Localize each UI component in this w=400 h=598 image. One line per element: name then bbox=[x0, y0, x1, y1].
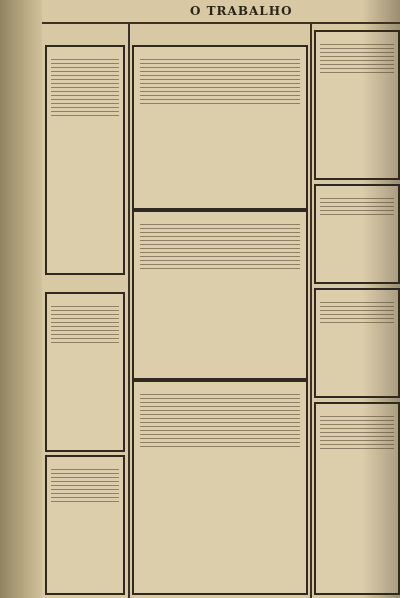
center-box-2 bbox=[132, 210, 308, 380]
center-column bbox=[132, 0, 308, 598]
center-box-1 bbox=[132, 45, 308, 210]
left-ad-box-1 bbox=[45, 45, 125, 275]
right-box-3 bbox=[314, 288, 400, 398]
left-ad-box-3 bbox=[45, 455, 125, 595]
right-box-4 bbox=[314, 402, 400, 595]
page-title: O TRABALHO bbox=[190, 4, 293, 18]
right-column bbox=[314, 0, 400, 598]
center-box-3 bbox=[132, 380, 308, 595]
left-column-divider bbox=[128, 22, 130, 598]
left-column bbox=[45, 0, 125, 598]
center-right-divider bbox=[310, 22, 312, 598]
page-left-shadow bbox=[0, 0, 42, 598]
right-box-1 bbox=[314, 30, 400, 180]
left-ad-box-2 bbox=[45, 292, 125, 452]
right-box-2 bbox=[314, 184, 400, 284]
